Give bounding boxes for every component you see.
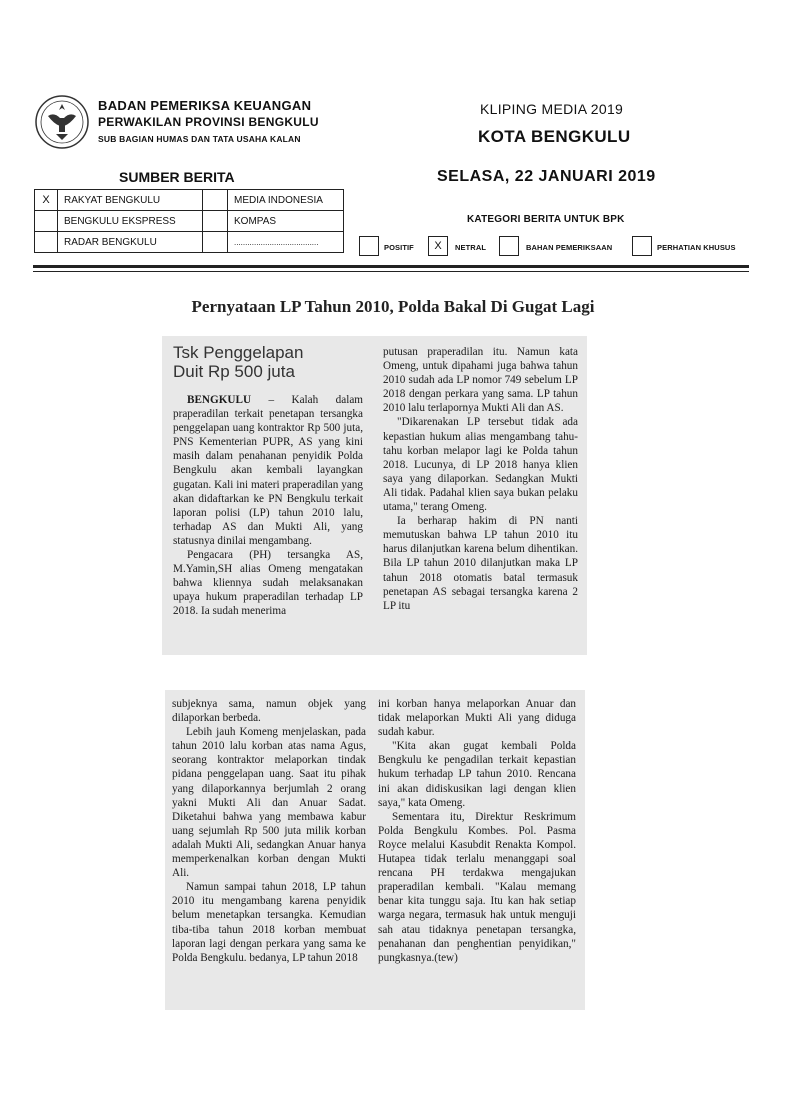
article-column-4 bbox=[378, 697, 576, 965]
article-dateline: BENGKULU bbox=[187, 394, 252, 406]
bpk-garuda-logo-icon bbox=[34, 94, 90, 150]
article-paragraph: Pengacara (PH) tersangka AS, M.Yamin,SH alias Omeng mengatakan bahwa kliennya sudah melaksanakan upaya hukum praperadilan terhadap LP 2018. Ia sudah menerima bbox=[173, 549, 363, 618]
source-mark bbox=[35, 232, 58, 253]
article-paragraph: "Kita akan gugat kembali Polda Bengkulu ke pengadilan terkait kepastian hukum terhadap LP tahun 2010. Rencana ini akan didiskusikan lagi dengan klien saya," kata Omeng. bbox=[378, 740, 576, 809]
article-column-1 bbox=[173, 343, 363, 619]
sources-table bbox=[34, 189, 344, 253]
sources-row bbox=[35, 190, 344, 211]
source-name: MEDIA INDONESIA bbox=[228, 190, 344, 211]
header-divider-thin bbox=[33, 271, 749, 272]
header-divider bbox=[33, 265, 749, 268]
kota-label: KOTA BENGKULU bbox=[478, 127, 631, 146]
article-paragraph: – Kalah dalam praperadilan terkait penetapan tersangka penggelapan uang kontraktor Rp 500 juta, PNS Kementerian PUPR, AS yang kini masih dalam penahanan penyidik Polda Bengkulu akan kembali layangkan gugatan. Kali ini materi praperadilan yang akan didaftarkan ke PN Bengkulu terkait laporan polisi (LP) tahun 2010 lalu, terhadap AS dan Mukti Ali, yang statusnya dinilai mengambang. bbox=[173, 394, 363, 547]
kliping-label: KLIPING MEDIA 2019 bbox=[480, 101, 624, 117]
sources-row bbox=[35, 211, 344, 232]
article-paragraph: "Dikarenakan LP tersebut tidak ada kepastian hukum alias mengambang tahu-tahu korban melapor lagi ke Polda tahun 2018. Lucunya, di LP 2018 hanya klien saya yang dilaporkan. Sedangkan Mukti Ali tidak. Padahal klien saya bukan pelaku utama," terang Omeng. bbox=[383, 416, 578, 514]
source-name: RAKYAT BENGKULU bbox=[58, 190, 203, 211]
category-label-perhatian-khusus: PERHATIAN KHUSUS bbox=[657, 243, 736, 252]
article-subhead-line2: Duit Rp 500 juta bbox=[173, 362, 295, 381]
category-checkbox-perhatian-khusus[interactable] bbox=[632, 236, 652, 256]
source-name: ...................................... bbox=[228, 232, 344, 253]
sources-title: SUMBER BERITA bbox=[119, 169, 235, 185]
article-column-2 bbox=[383, 345, 578, 613]
org-name-line2: PERWAKILAN PROVINSI BENGKULU bbox=[98, 115, 319, 129]
source-mark: X bbox=[35, 190, 58, 211]
article-headline: Pernyataan LP Tahun 2010, Polda Bakal Di Gugat Lagi bbox=[191, 297, 595, 316]
category-title: KATEGORI BERITA UNTUK BPK bbox=[467, 214, 625, 225]
article-paragraph: Ia berharap hakim di PN nanti memutuskan bahwa LP tahun 2010 itu harus dilanjutkan karena belum dihentikan. Bila LP tahun 2010 dilanjutkan maka LP tahun 2018 otomatis batal termasuk penetapan AS sebagai tersangka karena 2 LP itu bbox=[383, 515, 578, 612]
category-checkbox-bahan-pemeriksaan[interactable] bbox=[499, 236, 519, 256]
article-paragraph: putusan praperadilan itu. Namun kata Omeng, untuk dipahami juga bahwa tahun 2010 sudah ada LP nomor 749 sebelum LP 2018 dengan perkara yang sama. LP tahun 2010 lalu terlapornya Mukti Ali dan AS. bbox=[383, 346, 578, 415]
article-column-3 bbox=[172, 697, 366, 965]
article-paragraph: Namun sampai tahun 2018, LP tahun 2010 itu mengambang karena penyidik belum menetapkan tersangka. Kemudian tiba-tiba tahun 2018 korban membuat laporan lagi dengan perkara yang sama ke Polda Bengkulu. bedanya, LP tahun 2018 bbox=[172, 881, 366, 964]
article-paragraph: Sementara itu, Direktur Reskrimum Polda Bengkulu Kombes. Pol. Pasma Royce melalui Kasubdit Renakta Kompol. Hutapea tidak terlalu menanggapi soal rencana PH terdakwa mengajukan praperadilan kembali. "Kalau memang benar kita tunggu saja. Itu kan hak setiap warga negara, termasuk hak untuk menguji sah atau tidaknya penetapan tersangka, penahanan dan penghentian penyidikan," pungkasnya.(tew) bbox=[378, 810, 576, 964]
date-label: SELASA, 22 JANUARI 2019 bbox=[437, 168, 656, 185]
category-label-bahan-pemeriksaan: BAHAN PEMERIKSAAN bbox=[526, 243, 613, 252]
source-mark bbox=[203, 232, 228, 253]
article-subhead-line1: Tsk Penggelapan bbox=[173, 343, 304, 362]
category-label-positif: POSITIF bbox=[384, 243, 414, 252]
article-paragraph: Lebih jauh Komeng menjelaskan, pada tahun 2010 lalu korban atas nama Agus, seorang kontraktor melaporkan tindak pidana penggelapan uang. Saat itu pihak yang dilaporkannya berjumlah 2 orang yakni Mukti Ali dan Anuar Sadat. Diketahui bahwa yang membawa kabur uang sejumlah Rp 500 juta milik korban adalah Mukti Ali, sedangkan Anuar hanya memperkenalkan korban dengan Mukti Ali. bbox=[172, 726, 366, 880]
source-mark bbox=[203, 190, 228, 211]
org-name-line3: SUB BAGIAN HUMAS DAN TATA USAHA KALAN bbox=[98, 134, 301, 144]
source-name: BENGKULU EKSPRESS bbox=[58, 211, 203, 232]
article-paragraph: ini korban hanya melaporkan Anuar dan tidak melaporkan Mukti Ali yang diduga sudah kabur. bbox=[378, 698, 576, 739]
category-checkbox-positif[interactable] bbox=[359, 236, 379, 256]
source-name: RADAR BENGKULU bbox=[58, 232, 203, 253]
source-mark bbox=[35, 211, 58, 232]
category-label-netral: NETRAL bbox=[455, 243, 487, 252]
sources-row bbox=[35, 232, 344, 253]
source-mark bbox=[203, 211, 228, 232]
source-name: KOMPAS bbox=[228, 211, 344, 232]
category-checkbox-netral[interactable]: X bbox=[428, 236, 448, 256]
article-paragraph: subjeknya sama, namun objek yang dilaporkan berbeda. bbox=[172, 698, 366, 725]
org-name-line1: BADAN PEMERIKSA KEUANGAN bbox=[98, 98, 312, 113]
